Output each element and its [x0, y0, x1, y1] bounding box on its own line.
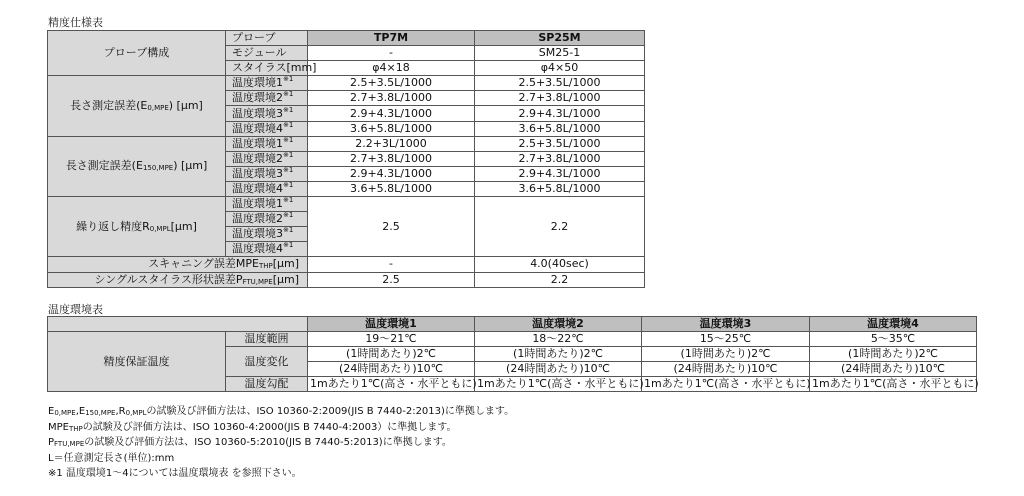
env-label: 温度環境2$^{※1}$	[226, 151, 308, 166]
env-label: 温度環境1$^{※1}$	[226, 197, 308, 212]
repeat-sp25m: 2.2	[475, 197, 645, 257]
e0-sp25m-3: 2.9+4.3L/1000	[475, 106, 645, 121]
e0-tp7m-3: 2.9+4.3L/1000	[308, 106, 475, 121]
change-24h-4: (24時間あたり)10℃	[810, 362, 977, 377]
env-label: 温度環境3$^{※1}$	[226, 227, 308, 242]
temp-table	[47, 316, 977, 392]
temp-gradient-label: 温度勾配	[226, 377, 308, 392]
e150-tp7m-1: 2.2+3L/1000	[308, 136, 475, 151]
e150-label: 長さ測定誤差$(E_{150,MPE})$ [µm]	[48, 136, 226, 196]
env-label: 温度環境4$^{※1}$	[226, 121, 308, 136]
range-3: 15～25℃	[642, 332, 810, 347]
temp-change-label: 温度変化	[226, 347, 308, 377]
scan-sp25m: 4.0(40sec)	[475, 257, 645, 272]
module-label: モジュール	[226, 46, 308, 61]
spec-table	[47, 30, 645, 288]
stylus-tp7m: φ4×18	[308, 61, 475, 76]
e0-tp7m-4: 3.6+5.8L/1000	[308, 121, 475, 136]
repeat-tp7m: 2.5	[308, 197, 475, 257]
change-1h-2: (1時間あたり)2℃	[475, 347, 642, 362]
change-24h-2: (24時間あたり)10℃	[475, 362, 642, 377]
e0-label: 長さ測定誤差$(E_{0,MPE})$ [µm]	[48, 76, 226, 136]
e150-sp25m-4: 3.6+5.8L/1000	[475, 181, 645, 196]
env-label: 温度環境2$^{※1}$	[226, 212, 308, 227]
stylus-label: スタイラス[mm]	[226, 61, 308, 76]
note-line-3: $P_{FTU,MPE}$の試験及び評価方法は、ISO 10360-5:2010(JIS B 7440-5:2013)に準拠します。	[48, 437, 452, 448]
temp-header-4: 温度環境4	[810, 317, 977, 332]
temp-header-1: 温度環境1	[308, 317, 475, 332]
env-label: 温度環境4$^{※1}$	[226, 181, 308, 196]
probe-config-label: プローブ構成	[48, 31, 226, 76]
probe-header-label: プローブ	[226, 31, 308, 46]
change-1h-4: (1時間あたり)2℃	[810, 347, 977, 362]
temp-table-caption: 温度環境表	[48, 303, 103, 316]
e0-tp7m-2: 2.7+3.8L/1000	[308, 91, 475, 106]
change-24h-1: (24時間あたり)10℃	[308, 362, 475, 377]
gradient-2: 1mあたり1℃(高さ・水平ともに)	[475, 377, 642, 392]
scan-label: スキャニング誤差$MPE_{THP}[\mu m]$	[48, 257, 308, 272]
e0-tp7m-1: 2.5+3.5L/1000	[308, 76, 475, 91]
e0-sp25m-1: 2.5+3.5L/1000	[475, 76, 645, 91]
range-4: 5～35℃	[810, 332, 977, 347]
change-24h-3: (24時間あたり)10℃	[642, 362, 810, 377]
repeat-label: 繰り返し精度$R_{0,MPL}[\mu m]$	[48, 197, 226, 257]
e150-sp25m-2: 2.7+3.8L/1000	[475, 151, 645, 166]
temp-header-3: 温度環境3	[642, 317, 810, 332]
e150-sp25m-1: 2.5+3.5L/1000	[475, 136, 645, 151]
note-line-5: ※1 温度環境1～4については温度環境表 を参照下さい。	[48, 468, 302, 479]
sp25m-header: SP25M	[475, 31, 645, 46]
e0-sp25m-4: 3.6+5.8L/1000	[475, 121, 645, 136]
scan-tp7m: -	[308, 257, 475, 272]
env-label: 温度環境2$^{※1}$	[226, 91, 308, 106]
range-2: 18～22℃	[475, 332, 642, 347]
e150-tp7m-2: 2.7+3.8L/1000	[308, 151, 475, 166]
e150-tp7m-4: 3.6+5.8L/1000	[308, 181, 475, 196]
temp-range-label: 温度範囲	[226, 332, 308, 347]
temp-header-2: 温度環境2	[475, 317, 642, 332]
env-label: 温度環境3$^{※1}$	[226, 106, 308, 121]
env-label: 温度環境1$^{※1}$	[226, 136, 308, 151]
gradient-3: 1mあたり1℃(高さ・水平ともに)	[642, 377, 810, 392]
tp7m-header: TP7M	[308, 31, 475, 46]
spec-table-caption: 精度仕様表	[48, 16, 103, 29]
env-label: 温度環境4$^{※1}$	[226, 242, 308, 257]
gradient-1: 1mあたり1℃(高さ・水平ともに)	[308, 377, 475, 392]
env-label: 温度環境3$^{※1}$	[226, 166, 308, 181]
range-1: 19～21℃	[308, 332, 475, 347]
note-line-2: $MPE_{THP}$の試験及び評価方法は、ISO 10360-4:2000(JIS B 7440-4:2003）に準拠します。	[48, 421, 457, 433]
gradient-4: 1mあたり1℃(高さ・水平ともに)	[810, 377, 977, 392]
note-line-1: $E_{0,MPE},E_{150,MPE},R_{0,MPL}$の試験及び評価方法は、ISO 10360-2:2009(JIS B 7440-2:2013)に準拠します。	[48, 406, 515, 417]
e150-sp25m-3: 2.9+4.3L/1000	[475, 166, 645, 181]
single-tp7m: 2.5	[308, 272, 475, 287]
module-tp7m: -	[308, 46, 475, 61]
note-line-4: L＝任意測定長さ(単位):mm	[48, 452, 175, 464]
change-1h-3: (1時間あたり)2℃	[642, 347, 810, 362]
temp-header-blank	[48, 317, 308, 332]
module-sp25m: SM25-1	[475, 46, 645, 61]
notes	[48, 404, 514, 482]
stylus-sp25m: φ4×50	[475, 61, 645, 76]
change-1h-1: (1時間あたり)2℃	[308, 347, 475, 362]
accuracy-temp-label: 精度保証温度	[48, 332, 226, 392]
e150-tp7m-3: 2.9+4.3L/1000	[308, 166, 475, 181]
single-sp25m: 2.2	[475, 272, 645, 287]
env-label: 温度環境1$^{※1}$	[226, 76, 308, 91]
e0-sp25m-2: 2.7+3.8L/1000	[475, 91, 645, 106]
single-stylus-label: シングルスタイラス形状誤差$P_{FTU,MPE}[\mu m]$	[48, 272, 308, 287]
